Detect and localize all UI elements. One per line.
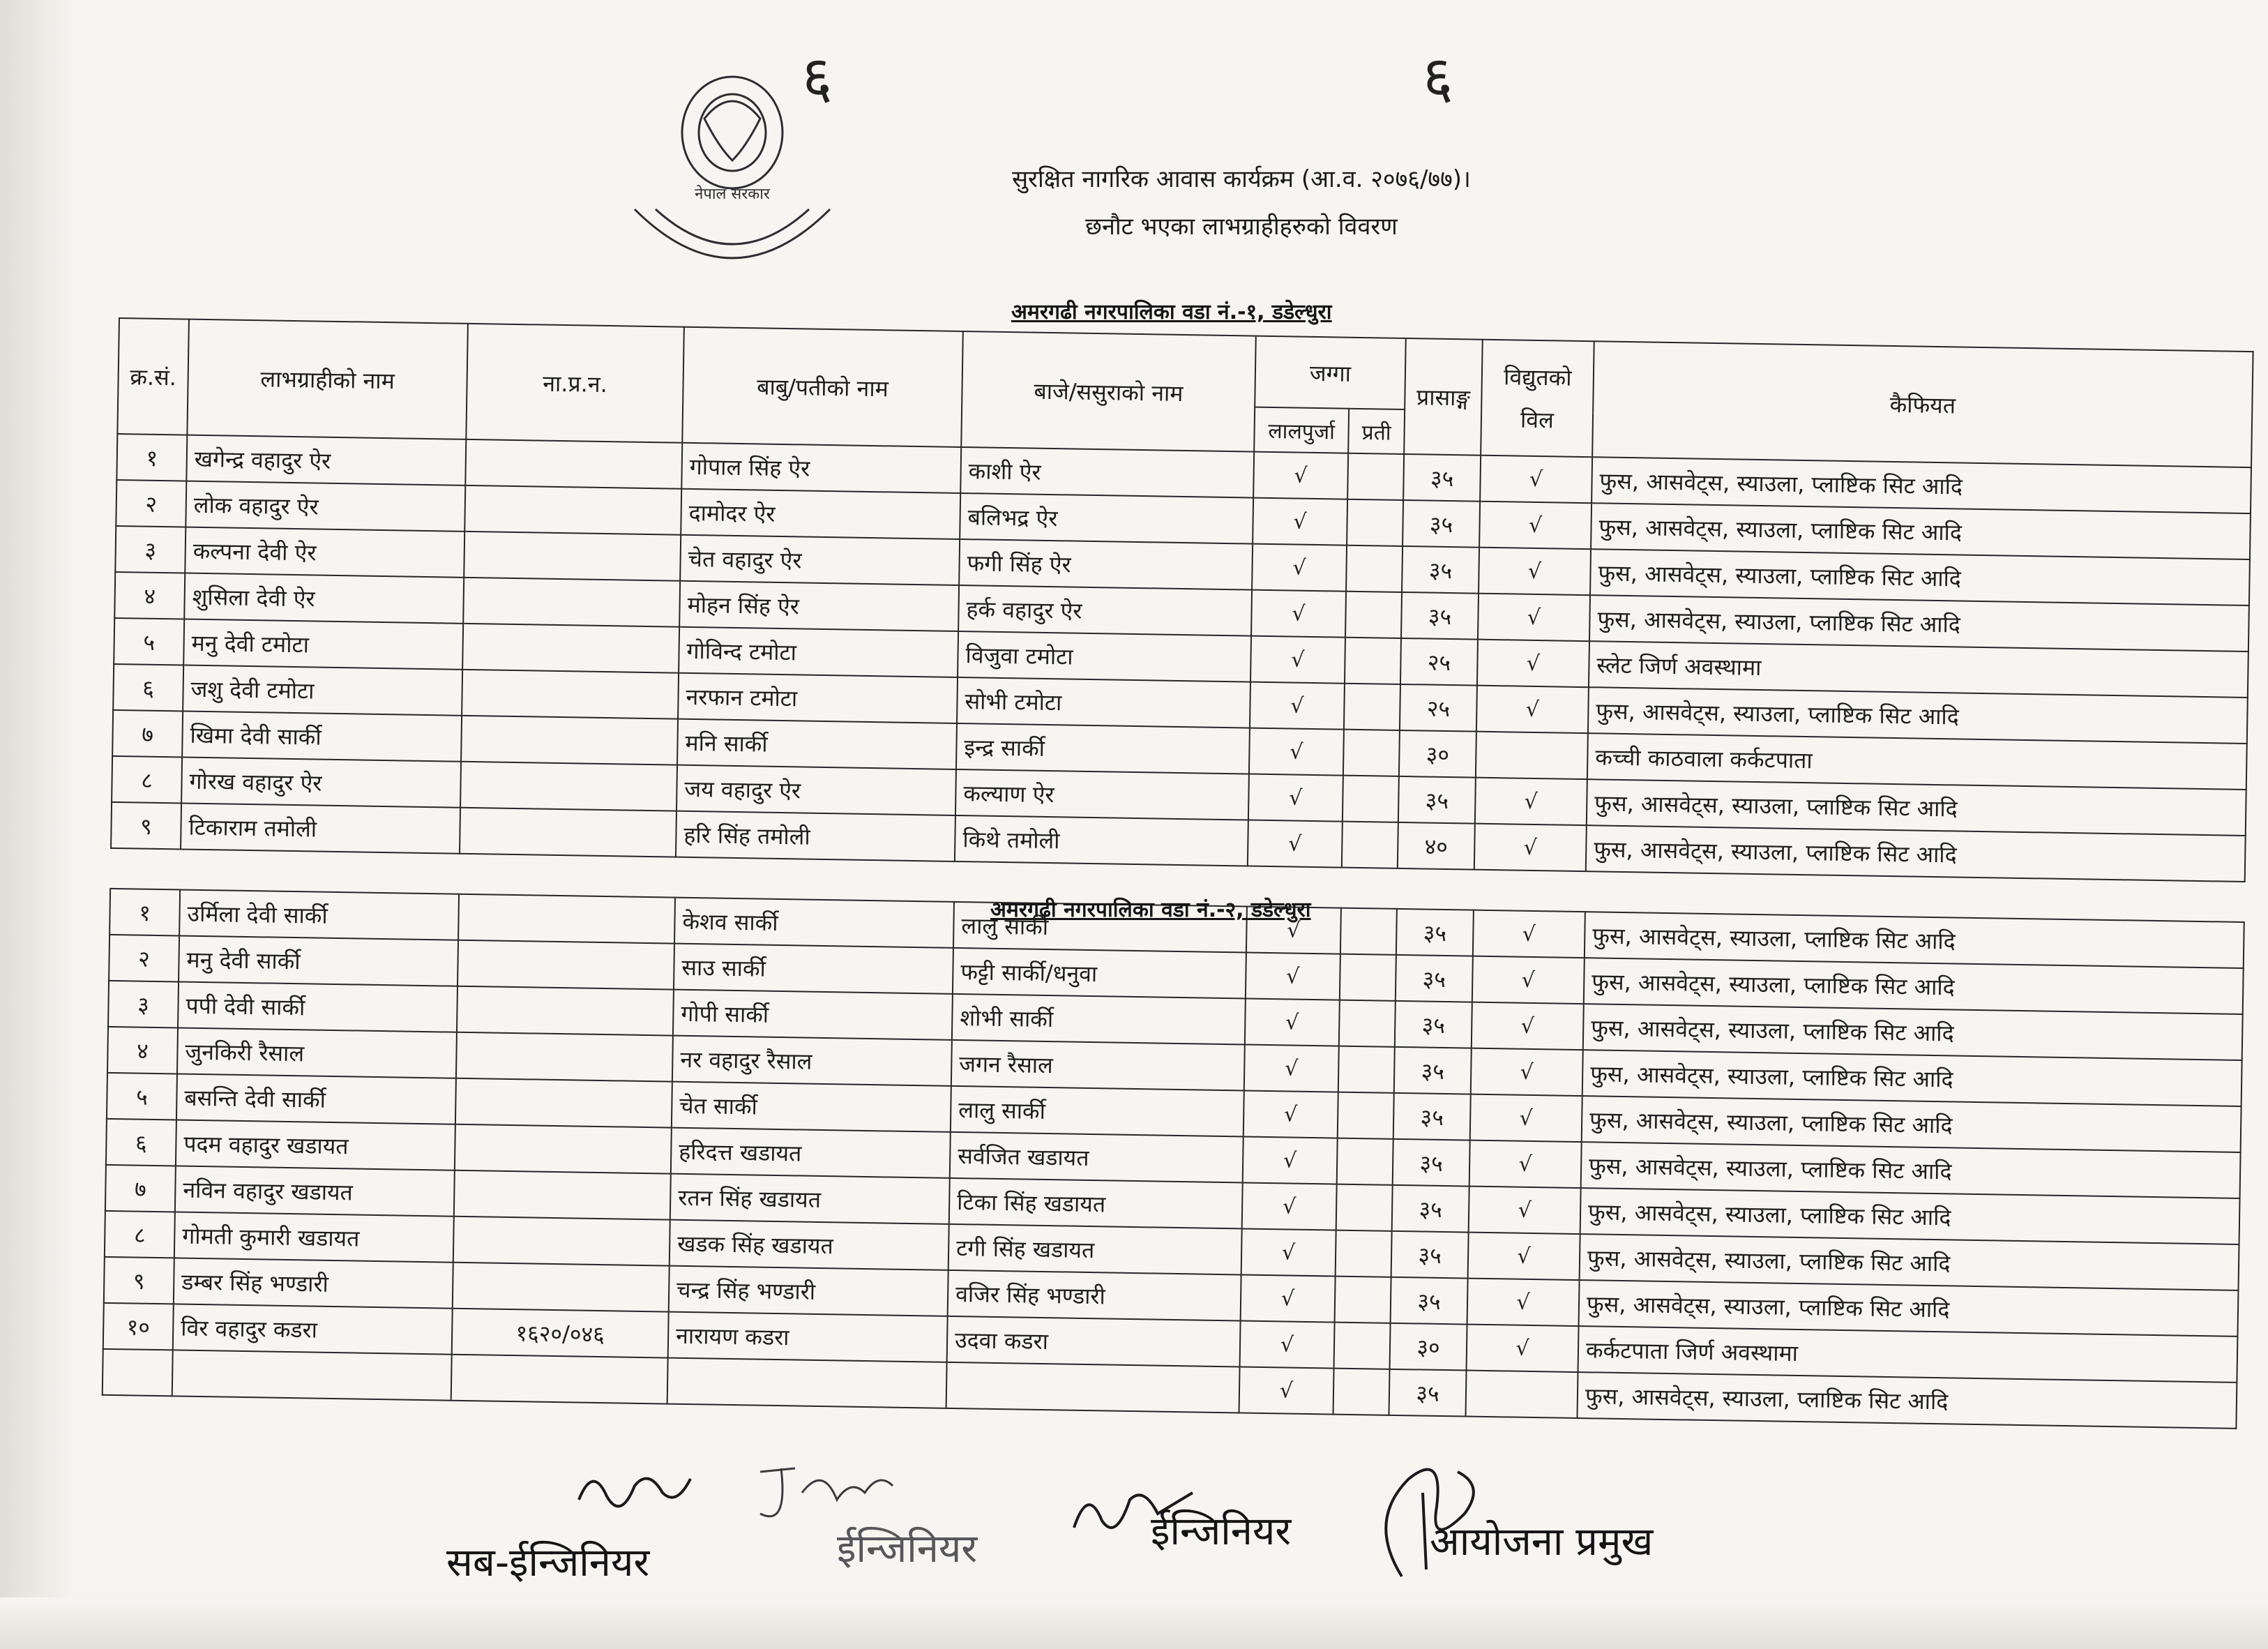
row-land-lalpurja-cell: √ <box>1244 1044 1339 1092</box>
col-header-electricity <box>1481 340 1594 457</box>
row-citizenship-cell <box>453 1217 670 1266</box>
row-sn-cell: ८ <box>112 756 182 804</box>
row-father-cell: चेत वहादुर ऐर <box>680 535 960 585</box>
ward-1-rows <box>111 434 2251 882</box>
row-estimate-cell: ३५ <box>1395 1001 1472 1048</box>
ward-1-heading: अमरगढी नगरपालिका वडा नं.-१, डडेल्धुरा <box>1011 300 1332 324</box>
row-remarks-cell: फुस, आसवेट्स, स्याउला, प्लाष्टिक सिट आदि <box>1580 1234 2239 1290</box>
row-name-cell: नविन वहादुर खडायत <box>175 1166 455 1216</box>
col-header-remarks: कैफियत <box>1592 341 2253 467</box>
row-citizenship-cell <box>460 808 676 857</box>
row-estimate-cell: २५ <box>1400 638 1478 686</box>
seal-emblem-shape <box>704 101 760 160</box>
row-land-lalpurja-cell: √ <box>1245 999 1340 1046</box>
row-land-prati-cell <box>1343 776 1399 822</box>
col-header-estimate: प्रासाङ्ग <box>1404 338 1483 455</box>
row-citizenship-cell <box>453 1263 670 1312</box>
row-father-cell: नरफान टमोटा <box>678 673 958 723</box>
row-name-cell: डम्बर सिंह भण्डारी <box>174 1258 453 1308</box>
beneficiary-table <box>102 317 2253 1429</box>
row-land-lalpurja-cell: √ <box>1246 953 1340 1000</box>
row-land-lalpurja-cell: √ <box>1246 907 1341 954</box>
row-land-prati-cell <box>1338 1092 1394 1139</box>
row-father-cell: हरि सिंह तमोली <box>676 811 955 861</box>
row-father-cell: हरिदत्त खडायत <box>671 1128 951 1178</box>
row-grandfather-cell: विजुवा टमोटा <box>958 631 1251 682</box>
row-electricity-cell: √ <box>1480 455 1592 504</box>
row-remarks-cell: फुस, आसवेट्स, स्याउला, प्लाष्टिक सिट आदि <box>1590 549 2250 605</box>
row-land-lalpurja-cell: √ <box>1250 682 1345 730</box>
signature-block <box>432 1458 1827 1597</box>
row-sn-cell: १० <box>103 1303 174 1350</box>
row-estimate-cell: ३५ <box>1393 1093 1471 1140</box>
row-land-prati-cell <box>1347 453 1404 500</box>
row-father-cell: नारायण कडरा <box>668 1312 948 1362</box>
row-remarks-cell: फुस, आसवेट्स, स्याउला, प्लाष्टिक सिट आदि <box>1586 825 2246 882</box>
row-sn-cell: ४ <box>107 1027 178 1074</box>
row-land-lalpurja-cell: √ <box>1239 1366 1334 1414</box>
row-father-cell: दामोदर ऐर <box>681 489 960 539</box>
row-estimate-cell: ४० <box>1398 822 1475 870</box>
row-land-prati-cell <box>1340 908 1397 955</box>
row-land-prati-cell <box>1345 638 1401 684</box>
document-subtitle: छनौट भएका लाभग्राहीहरुको विवरण <box>1085 213 1398 241</box>
row-land-prati-cell <box>1340 954 1396 1001</box>
row-grandfather-cell: हर्क वहादुर ऐर <box>958 585 1252 636</box>
row-name-cell: मनु देवी टमोटा <box>183 619 463 670</box>
row-name-cell: मनु देवी सार्की <box>179 935 458 986</box>
row-name-cell: विर वहादुर कडरा <box>173 1304 453 1354</box>
row-estimate-cell: ३५ <box>1396 955 1473 1002</box>
row-land-lalpurja-cell: √ <box>1242 1182 1337 1230</box>
row-grandfather-cell: बलिभद्र ऐर <box>960 493 1253 544</box>
row-sn-cell: ५ <box>107 1073 177 1120</box>
row-land-prati-cell <box>1334 1323 1391 1369</box>
col-header-land-lalpurja: लालपुर्जा <box>1254 407 1349 453</box>
row-land-prati-cell <box>1342 822 1398 868</box>
row-land-lalpurja-cell: √ <box>1248 774 1343 822</box>
row-father-cell: साउ सार्की <box>674 944 953 994</box>
row-name-cell: खिमा देवी सार्की <box>182 711 462 762</box>
row-land-prati-cell <box>1335 1277 1391 1323</box>
col-header-electricity-line2: विल <box>1520 406 1555 434</box>
row-remarks-cell: फुस, आसवेट्स, स्याउला, प्लाष्टिक सिट आदि <box>1577 1372 2237 1429</box>
row-electricity-cell: √ <box>1474 824 1587 872</box>
row-estimate-cell: ३५ <box>1394 1047 1472 1094</box>
row-land-lalpurja-cell: √ <box>1241 1274 1336 1322</box>
row-father-cell: चन्द्र सिंह भण्डारी <box>669 1266 948 1316</box>
row-citizenship-cell <box>454 1170 671 1220</box>
row-estimate-cell: ३५ <box>1398 776 1476 824</box>
row-land-prati-cell <box>1338 1046 1395 1093</box>
row-grandfather-cell: टगी सिंह खडायत <box>948 1224 1242 1275</box>
row-electricity-cell: √ <box>1468 1233 1580 1281</box>
row-electricity-cell: √ <box>1472 956 1585 1004</box>
row-father-cell: चेत सार्की <box>672 1082 951 1132</box>
engineer-2-label: ईन्जिनियर <box>1151 1509 1292 1554</box>
row-citizenship-cell <box>451 1355 668 1404</box>
row-sn-cell: १ <box>109 889 180 936</box>
row-citizenship-cell <box>464 485 681 535</box>
project-chief-label: आयोजना प्रमुख <box>1430 1519 1654 1565</box>
row-land-prati-cell <box>1346 545 1403 592</box>
row-name-cell: उर्मिला देवी सार्की <box>179 889 459 940</box>
row-estimate-cell: ३५ <box>1401 592 1479 640</box>
row-estimate-cell: ३० <box>1390 1323 1467 1371</box>
row-sn-cell: ९ <box>104 1257 174 1304</box>
row-electricity-cell <box>1466 1371 1578 1419</box>
row-name-cell: टिकाराम तमोली <box>181 804 460 854</box>
row-land-prati-cell <box>1344 684 1400 730</box>
row-grandfather-cell: उदवा कडरा <box>947 1316 1241 1367</box>
row-land-prati-cell <box>1345 592 1402 638</box>
row-sn-cell: ७ <box>105 1165 176 1212</box>
row-land-lalpurja-cell: √ <box>1251 590 1346 638</box>
row-electricity-cell: √ <box>1477 640 1589 688</box>
row-father-cell: जय वहादुर ऐर <box>676 765 956 815</box>
row-land-prati-cell <box>1339 1000 1396 1047</box>
row-name-cell: कल्पना देवी ऐर <box>185 527 464 578</box>
row-remarks-cell: कर्कटपाता जिर्ण अवस्थामा <box>1578 1326 2238 1383</box>
col-header-electricity-line1: विद्युतको <box>1503 363 1572 391</box>
row-estimate-cell: ३५ <box>1389 1369 1467 1417</box>
row-citizenship-cell: १६२०/०४६ <box>452 1309 669 1358</box>
row-name-cell: पदम वहादुर खडायत <box>176 1120 455 1170</box>
row-electricity-cell: √ <box>1467 1325 1579 1373</box>
row-remarks-cell: फुस, आसवेट्स, स्याउला, प्लाष्टिक सिट आदि <box>1588 687 2248 744</box>
row-sn-cell: ३ <box>108 981 179 1028</box>
row-land-lalpurja-cell: √ <box>1243 1090 1338 1138</box>
row-estimate-cell: ३५ <box>1403 500 1480 548</box>
row-estimate-cell: ३५ <box>1391 1277 1468 1325</box>
row-electricity-cell: √ <box>1476 686 1589 734</box>
row-father-cell: गोविन्द टमोटा <box>679 627 958 677</box>
col-header-sn: क्र.सं. <box>117 318 189 435</box>
row-grandfather-cell: काशी ऐर <box>960 447 1254 498</box>
row-remarks-cell: फुस, आसवेट्स, स्याउला, प्लाष्टिक सिट आदि <box>1592 457 2251 513</box>
page-bottom-edge <box>0 1597 2268 1649</box>
row-electricity-cell: √ <box>1478 594 1590 642</box>
row-grandfather-cell: कल्याण ऐर <box>955 769 1249 820</box>
row-land-prati-cell <box>1337 1138 1393 1185</box>
sub-engineer-label: सब-ईन्जिनियर <box>446 1540 650 1586</box>
col-header-name: लाभग्राहीको नाम <box>187 319 468 439</box>
row-land-lalpurja-cell: √ <box>1249 728 1344 776</box>
row-sn-cell: ६ <box>106 1119 176 1166</box>
row-grandfather-cell: टिका सिंह खडायत <box>949 1178 1243 1229</box>
sub-engineer-signature-scribble <box>572 1458 697 1528</box>
row-remarks-cell: फुस, आसवेट्स, स्याउला, प्लाष्टिक सिट आदि <box>1585 912 2244 968</box>
row-grandfather-cell: फट्टी सार्की/धनुवा <box>953 948 1246 999</box>
row-grandfather-cell: फगी सिंह ऐर <box>959 539 1253 590</box>
table-header-row <box>118 318 2253 423</box>
row-grandfather-cell: शोभी सार्की <box>952 994 1246 1045</box>
row-sn-cell: ९ <box>111 802 181 850</box>
row-father-cell: मोहन सिंह ऐर <box>679 581 959 631</box>
row-citizenship-cell <box>456 1032 673 1082</box>
row-citizenship-cell <box>464 532 681 581</box>
col-header-land: जग्गा <box>1255 336 1406 409</box>
row-name-cell: शुसिला देवी ऐर <box>184 573 464 624</box>
seal-arc-inner <box>656 209 809 244</box>
row-land-prati-cell <box>1333 1369 1390 1415</box>
col-header-father: बाबु/पतीको नाम <box>682 327 963 447</box>
row-sn-cell <box>103 1349 173 1396</box>
row-land-lalpurja-cell: √ <box>1243 1136 1338 1184</box>
row-electricity-cell: √ <box>1473 910 1585 958</box>
row-father-cell: रतन सिंह खडायत <box>670 1174 950 1224</box>
row-grandfather-cell: किथे तमोली <box>955 815 1248 866</box>
row-sn-cell: ५ <box>114 618 184 665</box>
row-electricity-cell: √ <box>1469 1187 1581 1235</box>
row-electricity-cell: √ <box>1469 1140 1582 1189</box>
row-citizenship-cell <box>460 762 677 811</box>
row-land-lalpurja-cell: √ <box>1240 1320 1335 1368</box>
row-sn-cell: २ <box>116 480 186 527</box>
row-grandfather-cell: वजिर सिंह भण्डारी <box>948 1270 1241 1321</box>
row-remarks-cell: स्लेट जिर्ण अवस्थामा <box>1589 641 2248 698</box>
ward-2-rows <box>103 889 2244 1429</box>
row-electricity-cell: √ <box>1467 1279 1580 1327</box>
row-land-prati-cell <box>1347 499 1403 546</box>
row-sn-cell: ३ <box>115 526 186 573</box>
row-name-cell: लोक वहादुर ऐर <box>186 481 465 532</box>
row-estimate-cell: ३५ <box>1393 1139 1470 1187</box>
row-remarks-cell: फुस, आसवेट्स, स्याउला, प्लाष्टिक सिट आदि <box>1582 1096 2241 1152</box>
row-citizenship-cell <box>457 986 674 1036</box>
government-seal-stamp <box>607 56 858 321</box>
row-remarks-cell: फुस, आसवेट्स, स्याउला, प्लाष्टिक सिट आदि <box>1579 1280 2239 1336</box>
row-sn-cell: ८ <box>105 1211 175 1258</box>
page-shadow-edge <box>0 0 77 1649</box>
row-citizenship-cell <box>458 894 675 944</box>
row-grandfather-cell: लालु सार्की <box>951 1086 1244 1137</box>
ward-2-heading: अमरगढी नगरपालिका वडा नं.-२, डडेल्धुरा <box>990 898 1311 922</box>
engineer-1-label: ईन्जिनियर <box>837 1526 978 1572</box>
row-electricity-cell: √ <box>1470 1094 1582 1143</box>
row-grandfather-cell: लालु सार्की <box>953 902 1247 953</box>
row-remarks-cell: फुस, आसवेट्स, स्याउला, प्लाष्टिक सिट आदि <box>1591 503 2251 559</box>
row-sn-cell: १ <box>116 434 187 481</box>
row-father-cell: गोपाल सिंह ऐर <box>681 443 961 493</box>
page-number-mark-right: ६ <box>1423 43 1453 112</box>
row-land-lalpurja-cell: √ <box>1241 1228 1336 1276</box>
row-estimate-cell: ३५ <box>1396 909 1474 956</box>
row-land-lalpurja-cell: √ <box>1253 452 1348 499</box>
row-citizenship-cell <box>462 670 679 719</box>
row-father-cell: खडक सिंह खडायत <box>670 1220 949 1270</box>
row-name-cell <box>172 1350 452 1400</box>
row-estimate-cell: ३० <box>1399 730 1476 778</box>
row-father-cell: गोपी सार्की <box>673 990 953 1040</box>
row-name-cell: खगेन्द्र वहादुर ऐर <box>186 435 466 485</box>
row-father-cell: नर वहादुर रैसाल <box>672 1036 952 1086</box>
row-remarks-cell: फुस, आसवेट्स, स्याउला, प्लाष्टिक सिट आदि <box>1580 1188 2240 1244</box>
row-grandfather-cell: इन्द्र सार्की <box>956 723 1250 774</box>
row-citizenship-cell <box>458 940 674 990</box>
row-estimate-cell: ३५ <box>1403 454 1481 502</box>
row-remarks-cell: फुस, आसवेट्स, स्याउला, प्लाष्टिक सिट आदि <box>1583 1004 2243 1060</box>
row-name-cell: जशु देवी टमोटा <box>183 665 462 716</box>
row-remarks-cell: फुस, आसवेट्स, स्याउला, प्लाष्टिक सिट आदि <box>1589 595 2249 652</box>
row-remarks-cell: फुस, आसवेट्स, स्याउला, प्लाष्टिक सिट आदि <box>1582 1050 2242 1106</box>
row-citizenship-cell <box>462 624 679 673</box>
row-land-prati-cell <box>1343 730 1400 776</box>
row-electricity-cell: √ <box>1479 502 1592 550</box>
row-land-lalpurja-cell: √ <box>1248 820 1343 868</box>
row-sn-cell: ४ <box>114 572 185 619</box>
row-land-lalpurja-cell: √ <box>1253 498 1347 545</box>
row-sn-cell: ७ <box>112 710 183 758</box>
row-estimate-cell: २५ <box>1400 684 1477 732</box>
row-name-cell: गोरख वहादुर ऐर <box>181 758 461 808</box>
document-title: सुरक्षित नागरिक आवास कार्यक्रम (आ.व. २०७६/७७)। <box>1012 165 1471 193</box>
row-land-prati-cell <box>1336 1230 1392 1277</box>
row-land-prati-cell <box>1336 1184 1393 1231</box>
col-header-land-prati: प्रती <box>1348 409 1405 454</box>
row-electricity-cell: √ <box>1479 548 1591 596</box>
row-grandfather-cell: सोभी टमोटा <box>957 677 1250 728</box>
seal-text: नेपाल सरकार <box>695 186 770 203</box>
row-estimate-cell: ३५ <box>1392 1185 1469 1233</box>
row-name-cell: गोमती कुमारी खडायत <box>174 1212 454 1262</box>
row-remarks-cell: फुस, आसवेट्स, स्याउला, प्लाष्टिक सिट आदि <box>1587 779 2246 836</box>
col-header-citizenship: ना.प्र.न. <box>466 324 684 443</box>
row-estimate-cell: ३५ <box>1402 546 1479 594</box>
page-number-mark-left: ६ <box>802 43 833 112</box>
row-father-cell: मनि सार्की <box>677 719 957 769</box>
row-electricity-cell: √ <box>1472 1002 1584 1051</box>
row-electricity-cell: √ <box>1471 1048 1583 1097</box>
row-father-cell <box>667 1358 947 1408</box>
row-name-cell: पपी देवी सार्की <box>178 981 458 1032</box>
row-father-cell: केशव सार्की <box>674 898 954 948</box>
col-header-grandfather: बाजे/ससुराको नाम <box>961 331 1256 452</box>
row-electricity-cell <box>1476 732 1588 780</box>
row-citizenship-cell <box>463 578 680 627</box>
row-name-cell: बसन्ति देवी सार्की <box>176 1074 456 1124</box>
row-estimate-cell: ३५ <box>1391 1231 1469 1279</box>
row-citizenship-cell <box>461 716 678 765</box>
row-remarks-cell: फुस, आसवेट्स, स्याउला, प्लाष्टिक सिट आदि <box>1584 958 2244 1014</box>
row-sn-cell: २ <box>109 935 179 982</box>
row-remarks-cell: फुस, आसवेट्स, स्याउला, प्लाष्टिक सिट आदि <box>1581 1142 2241 1198</box>
row-citizenship-cell <box>465 439 682 489</box>
row-grandfather-cell <box>946 1362 1240 1413</box>
row-remarks-cell: कच्ची काठवाला कर्कटपाता <box>1587 733 2247 790</box>
row-name-cell: जुनकिरी रैसाल <box>177 1027 457 1078</box>
row-citizenship-cell <box>455 1124 672 1174</box>
row-grandfather-cell: सर्वजित खडायत <box>950 1132 1243 1183</box>
row-land-lalpurja-cell: √ <box>1250 636 1345 684</box>
row-citizenship-cell <box>455 1078 672 1128</box>
row-land-lalpurja-cell: √ <box>1252 544 1347 592</box>
row-electricity-cell: √ <box>1475 778 1587 826</box>
row-grandfather-cell: जगन रैसाल <box>951 1040 1245 1091</box>
row-sn-cell: ६ <box>113 664 183 711</box>
